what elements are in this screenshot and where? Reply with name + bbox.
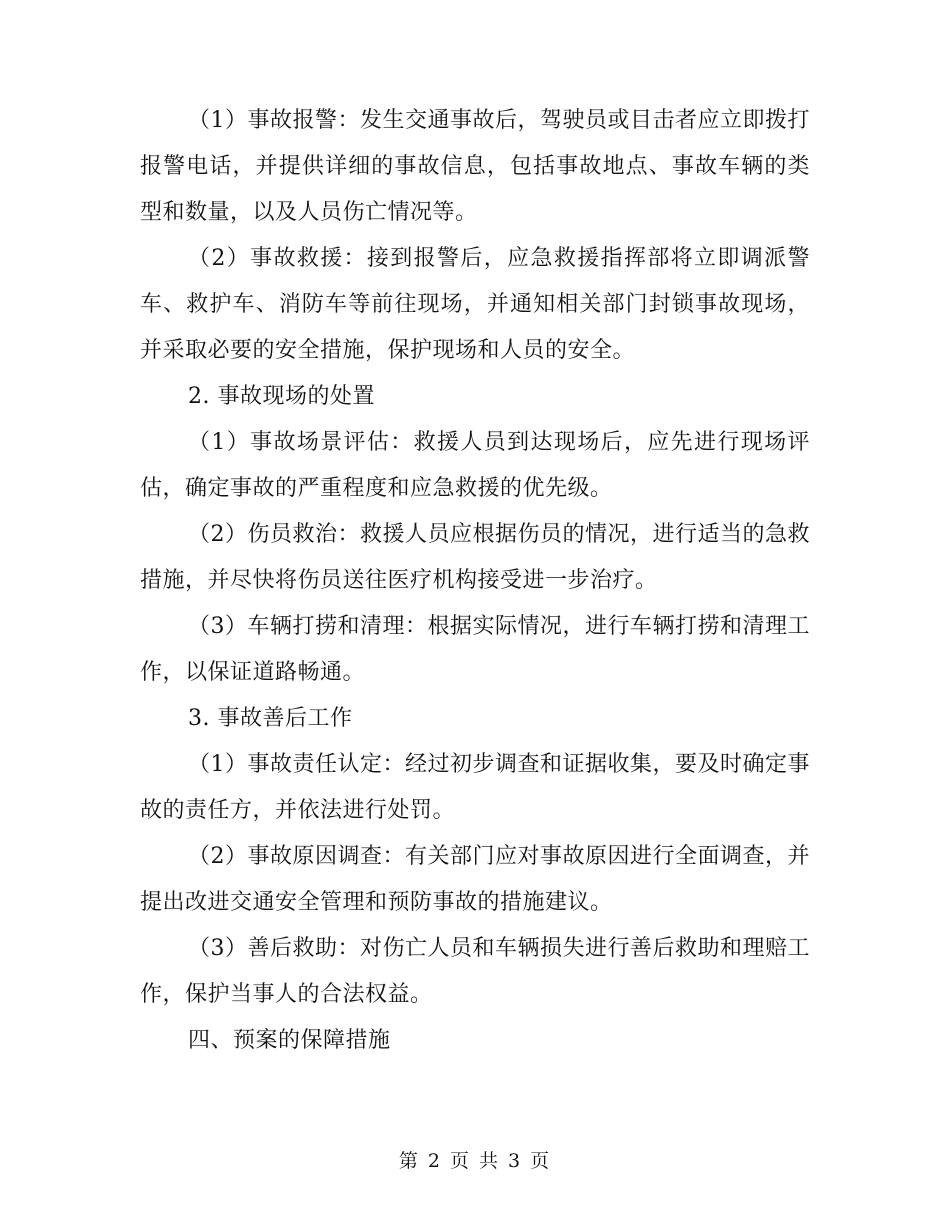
page-number-footer: 第 2 页 共 3 页 bbox=[398, 1150, 552, 1172]
paragraph-cause-investigation: （2）事故原因调查：有关部门应对事故原因进行全面调查，并提出改进交通安全管理和预防事故的措施建议。 bbox=[140, 844, 810, 915]
section-heading-safeguards: 四、预案的保障措施 bbox=[188, 1028, 391, 1053]
section-heading-scene-handling: 2. 事故现场的处置 bbox=[188, 384, 375, 409]
paragraph-vehicle-salvage: （3）车辆打捞和清理：根据实际情况，进行车辆打捞和清理工作，以保证道路畅通。 bbox=[140, 614, 810, 685]
section-heading-aftermath: 3. 事故善后工作 bbox=[188, 706, 353, 731]
paragraph-scene-assessment: （1）事故场景评估：救援人员到达现场后，应先进行现场评估，确定事故的严重程度和应急救援的优先级。 bbox=[140, 430, 810, 501]
paragraph-liability: （1）事故责任认定：经过初步调查和证据收集，要及时确定事故的责任方，并依法进行处罚。 bbox=[140, 752, 810, 823]
document-body bbox=[140, 98, 810, 1064]
paragraph-casualty-treatment: （2）伤员救治：救援人员应根据伤员的情况，进行适当的急救措施，并尽快将伤员送往医疗机构接受进一步治疗。 bbox=[140, 522, 810, 593]
paragraph-aftermath-relief: （3）善后救助：对伤亡人员和车辆损失进行善后救助和理赔工作，保护当事人的合法权益。 bbox=[140, 936, 810, 1007]
paragraph-accident-rescue: （2）事故救援：接到报警后，应急救援指挥部将立即调派警车、救护车、消防车等前往现场，并通知相关部门封锁事故现场，并采取必要的安全措施，保护现场和人员的安全。 bbox=[140, 246, 810, 363]
paragraph-accident-report: （1）事故报警：发生交通事故后，驾驶员或目击者应立即拨打报警电话，并提供详细的事故信息，包括事故地点、事故车辆的类型和数量，以及人员伤亡情况等。 bbox=[140, 108, 810, 225]
